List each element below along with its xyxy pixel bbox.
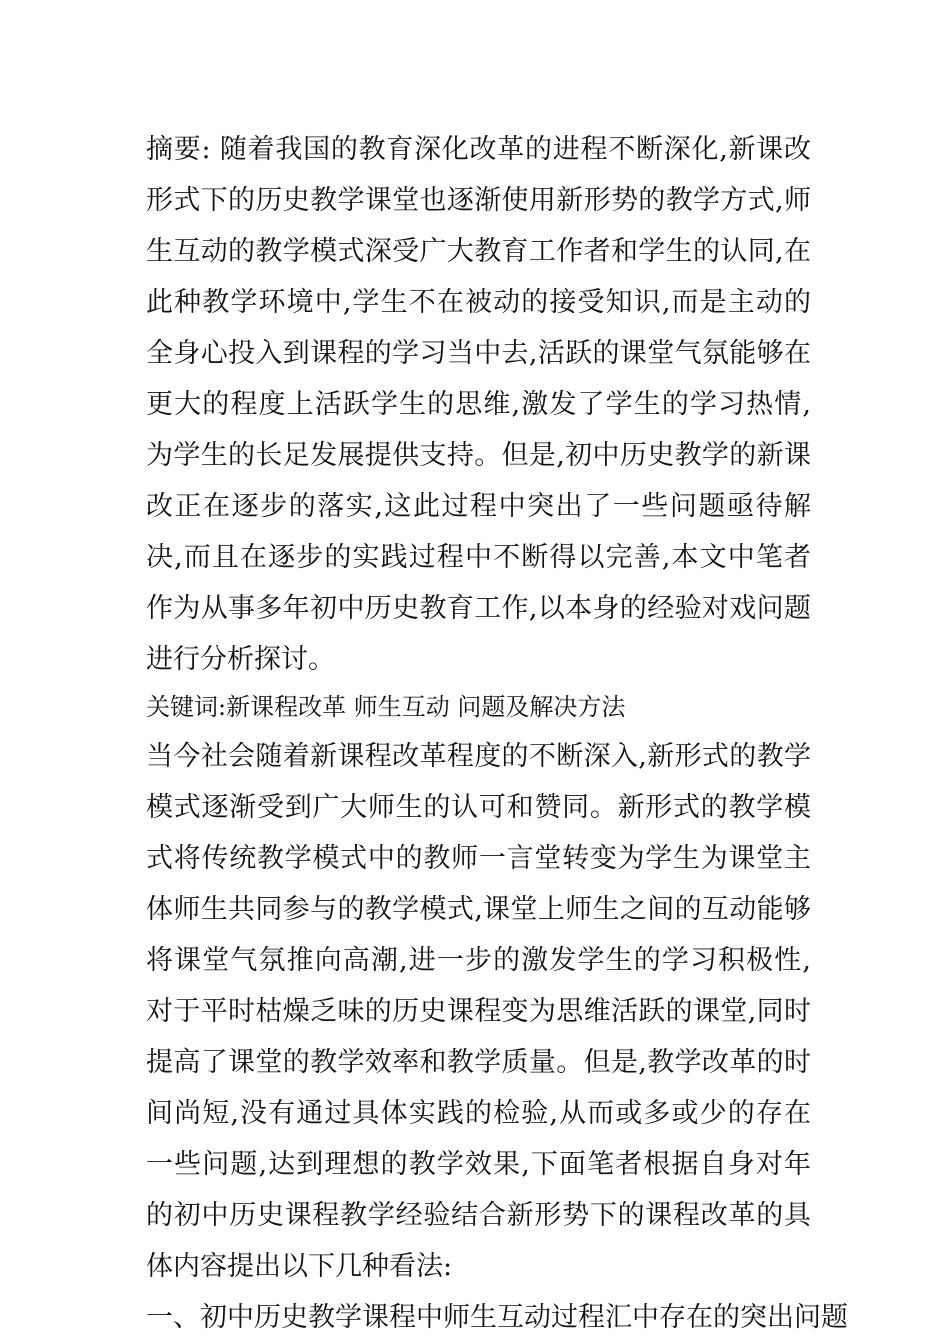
keywords-line: 关键词:新课程改革 师生互动 问题及解决方法 bbox=[146, 693, 626, 721]
section-heading: 一、初中历史教学课程中师生互动过程汇中存在的突出问题 bbox=[146, 1302, 848, 1333]
document-page bbox=[146, 124, 848, 1343]
intro-paragraph: 当今社会随着新课程改革程度的不断深入,新形式的教学模式逐渐受到广大师生的认可和赞同。新形式的教学模式将传统教学模式中的教师一言堂转变为学生为课堂主体师生共同参与的教学模式,课堂上师生之间的互动能够将课堂气氛推向高潮,进一步的激发学生的学习积极性,对于平时枯燥乏味的历史课程变为思维活跃的课堂,同时提高了课堂的教学效率和教学质量。但是,教学改革的时间尚短,没有通过具体实践的检验,从而或多或少的存在一些问题,达到理想的教学效果,下面笔者根据自身对年的初中历史课程教学经验结合新形势下的课程改革的具体内容提出以下几种看法: bbox=[146, 741, 811, 1282]
abstract-paragraph: 摘要: 随着我国的教育深化改革的进程不断深化,新课改形式下的历史教学课堂也逐渐使用新形势的教学方式,师生互动的教学模式深受广大教育工作者和学生的认同,在此种教学环境中,学生不在被动的接受知识,而是主动的全身心投入到课程的学习当中去,活跃的课堂气氛能够在更大的程度上活跃学生的思维,激发了学生的学习热情,为学生的长足发展提供支持。但是,初中历史教学的新课改正在逐步的落实,这此过程中突出了一些问题亟待解决,而且在逐步的实践过程中不断得以完善,本文中笔者作为从事多年初中历史教育工作,以本身的经验对戏问题进行分析探讨。 bbox=[146, 134, 811, 675]
